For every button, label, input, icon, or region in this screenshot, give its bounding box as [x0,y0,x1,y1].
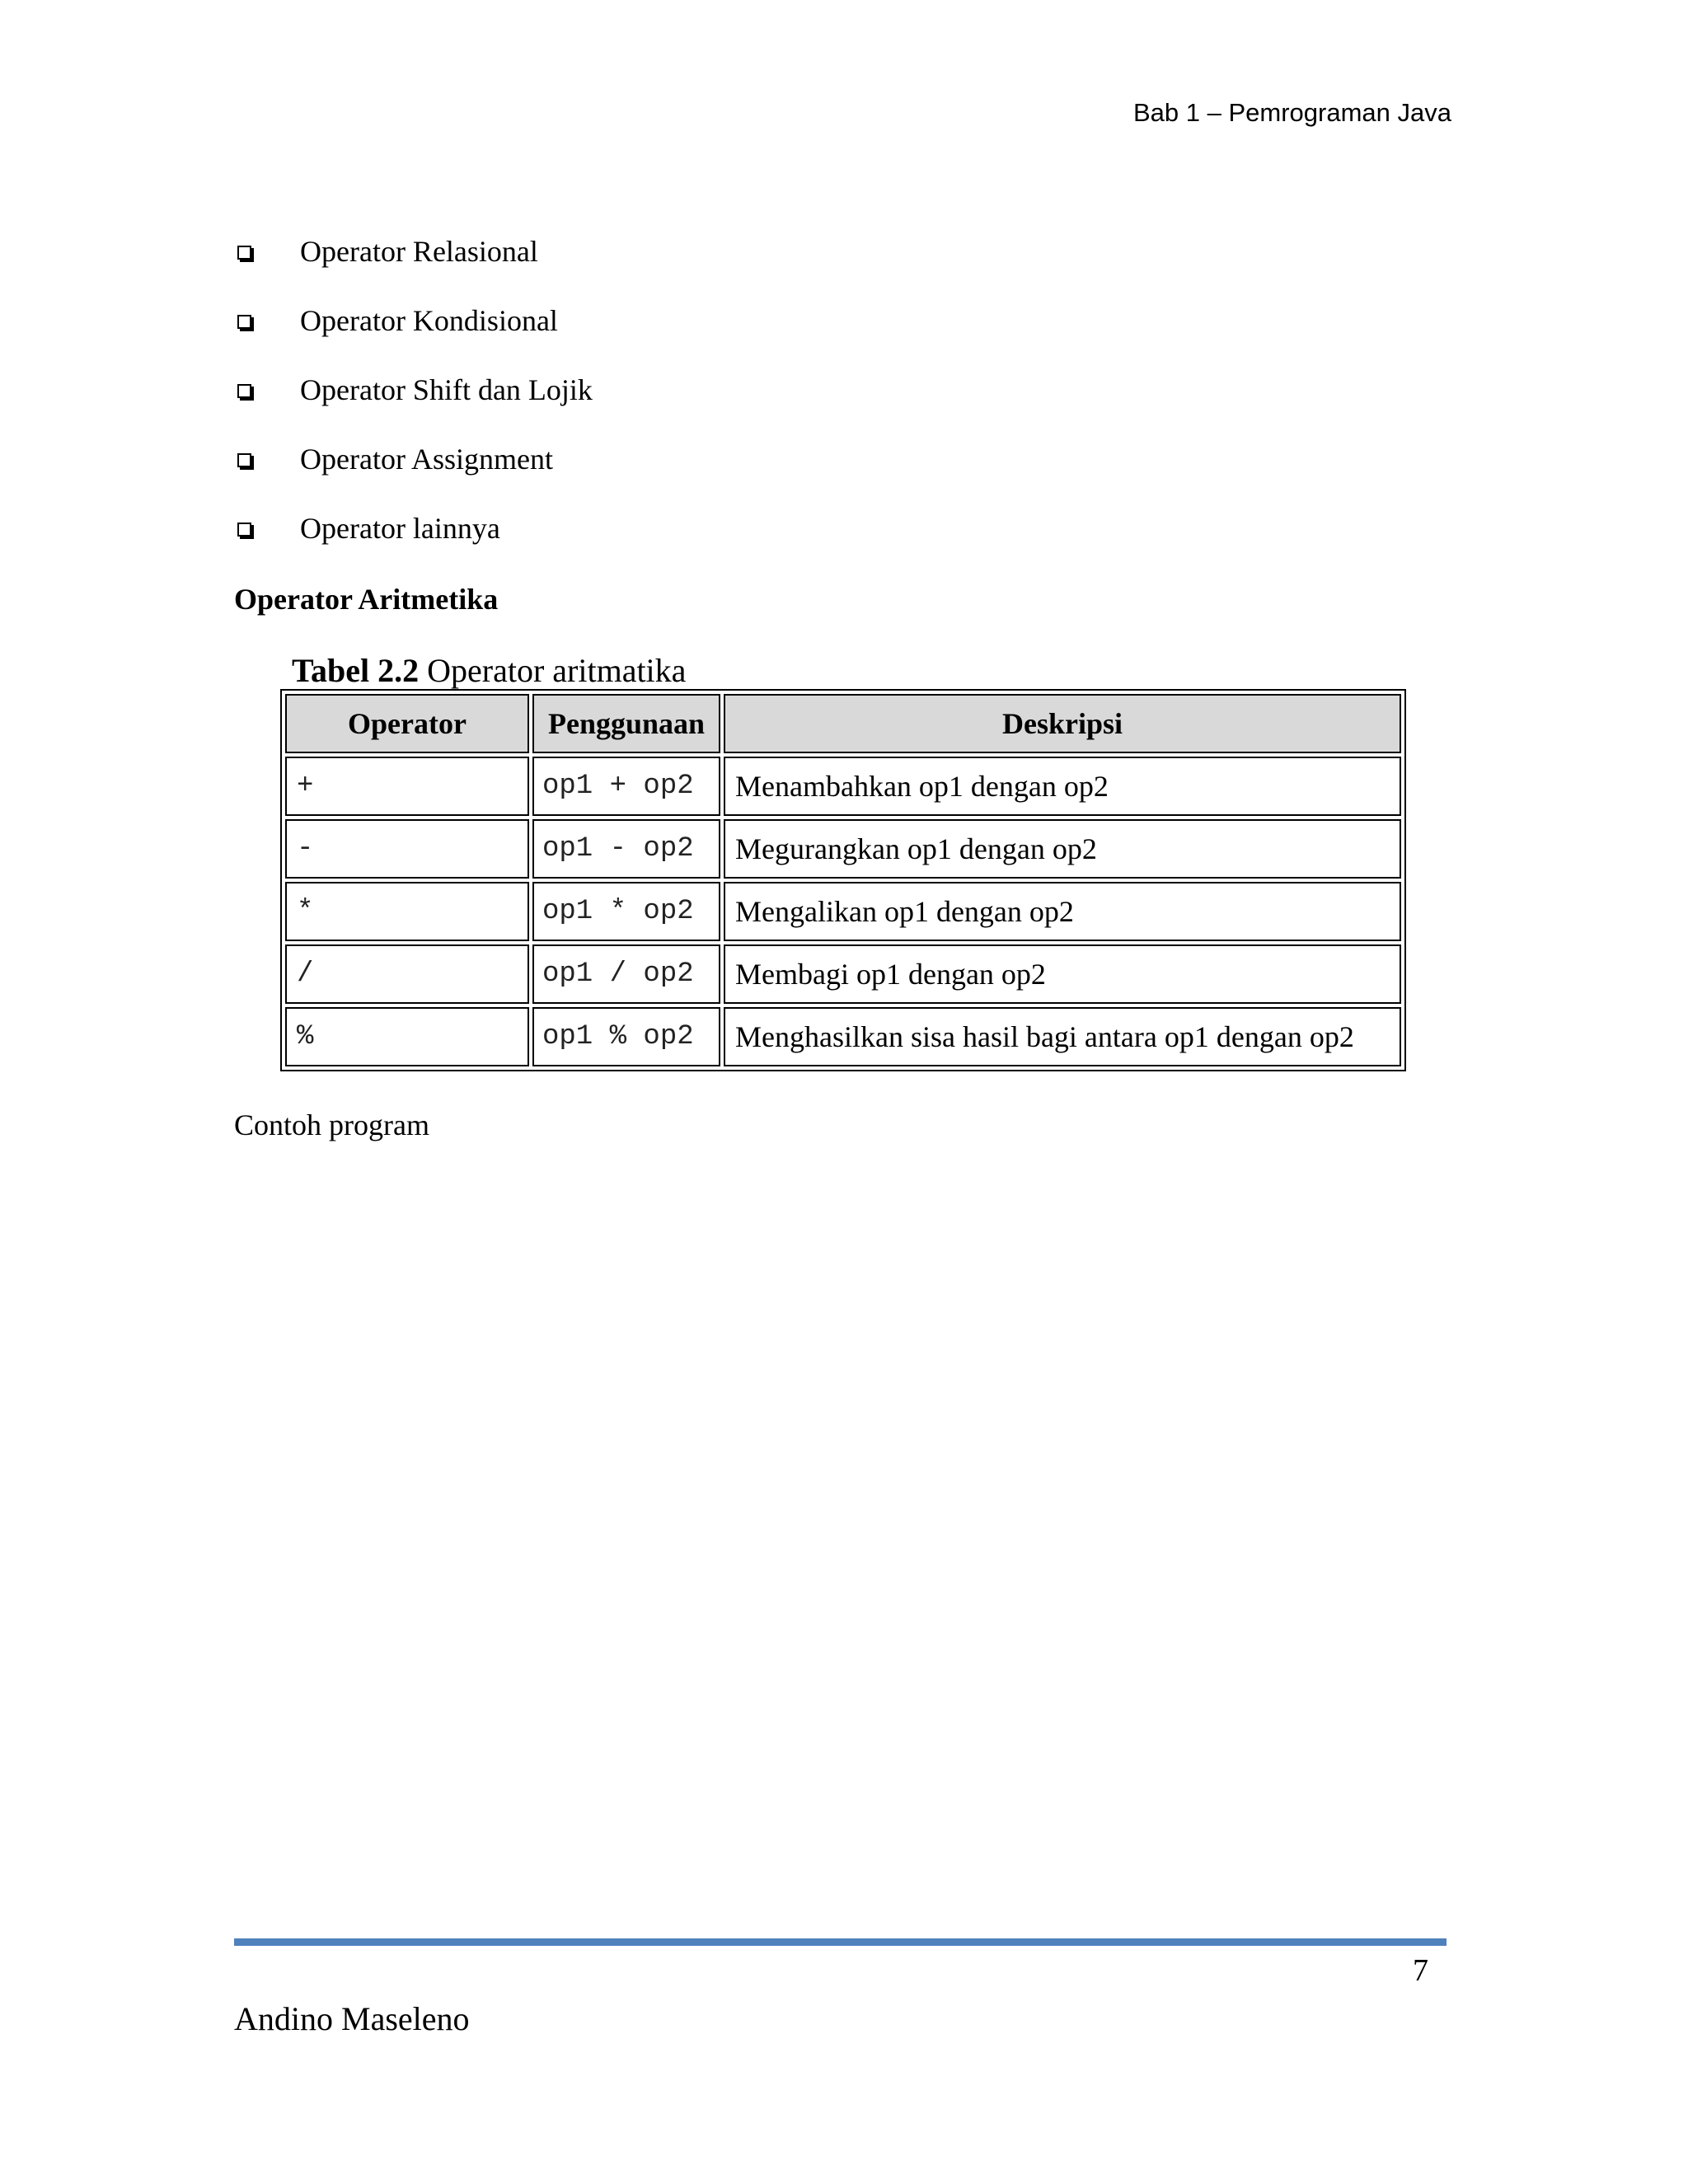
footer-rule [234,1938,1447,1946]
square-bullet-icon [237,523,251,537]
list-item-label: Operator Kondisional [300,304,558,337]
operator-table [280,689,1406,1071]
column-header-usage: Penggunaan [532,694,720,753]
list-item [234,300,593,369]
table-row [285,882,1401,941]
description-cell: Membagi op1 dengan op2 [724,944,1401,1004]
description-cell: Menambahkan op1 dengan op2 [724,757,1401,816]
list-item [234,369,593,438]
description-cell: Menghasilkan sisa hasil bagi antara op1 dengan op2 [724,1007,1401,1066]
usage-cell: op1 * op2 [532,882,720,941]
operator-cell: + [285,757,529,816]
operator-cell: % [285,1007,529,1066]
footer-author: Andino Maseleno [234,2000,470,2037]
running-header: Bab 1 – Pemrograman Java [1133,98,1451,127]
table-row [285,944,1401,1004]
square-bullet-icon [237,384,251,398]
usage-cell: op1 / op2 [532,944,720,1004]
list-item-label: Operator lainnya [300,512,500,545]
section-heading: Operator Aritmetika [234,583,499,616]
list-item-label: Operator Shift dan Lojik [300,373,593,406]
square-bullet-icon [237,315,251,329]
table-row [285,757,1401,816]
operator-cell: / [285,944,529,1004]
page-number: 7 [1413,1953,1428,1988]
usage-cell: op1 - op2 [532,819,720,879]
example-program-label: Contoh program [234,1108,429,1141]
column-header-description: Deskripsi [724,694,1401,753]
square-bullet-icon [237,246,251,260]
operator-cell: * [285,882,529,941]
table-caption-text: Operator aritmatika [419,652,687,689]
table-row [285,819,1401,879]
description-cell: Megurangkan op1 dengan op2 [724,819,1401,879]
square-bullet-icon [237,453,251,467]
operator-cell: - [285,819,529,879]
list-item [234,438,593,508]
table-row [285,1007,1401,1066]
usage-cell: op1 + op2 [532,757,720,816]
usage-cell: op1 % op2 [532,1007,720,1066]
table-caption [292,649,686,692]
table-header-row [285,694,1401,753]
list-item-label: Operator Assignment [300,443,553,476]
operator-category-list [234,231,593,577]
list-item [234,231,593,300]
description-cell: Mengalikan op1 dengan op2 [724,882,1401,941]
list-item-label: Operator Relasional [300,235,538,268]
table-caption-label: Tabel 2.2 [292,652,420,689]
column-header-operator: Operator [285,694,529,753]
list-item [234,508,593,577]
